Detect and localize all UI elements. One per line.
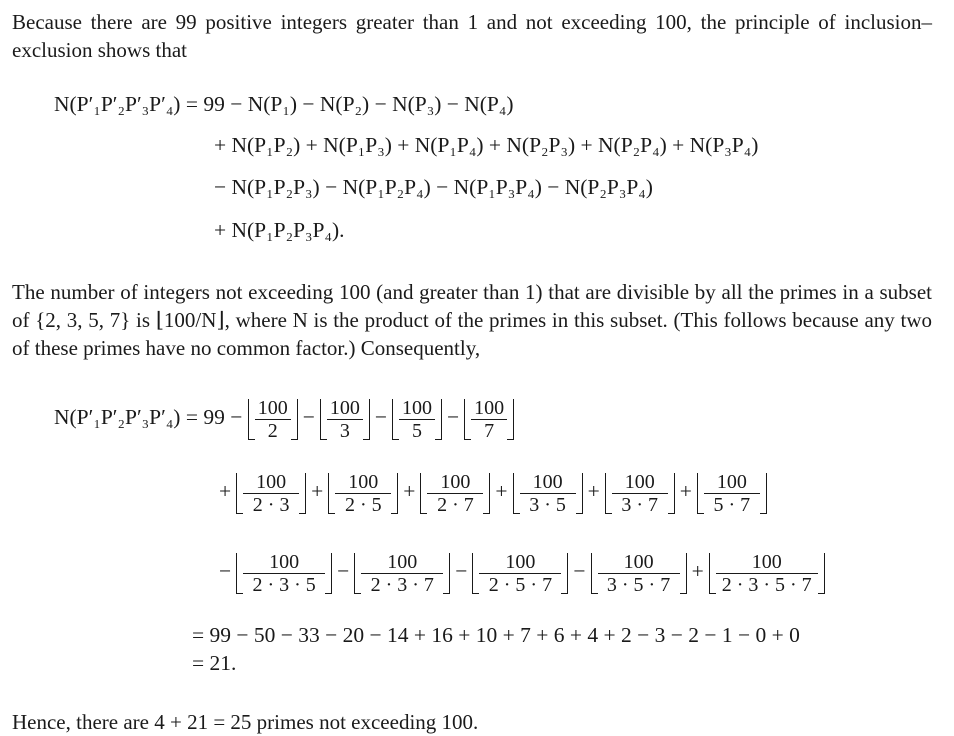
operator: + bbox=[691, 559, 704, 583]
floor-fraction bbox=[328, 472, 398, 515]
fraction-denominator: 2 · 3 · 5 · 7 bbox=[716, 573, 818, 595]
floor-bracket-right bbox=[561, 553, 568, 594]
floor-bracket-right bbox=[325, 553, 332, 594]
floor-bracket-left bbox=[591, 553, 598, 594]
floor-bracket-right bbox=[576, 473, 583, 514]
floor-bracket-left bbox=[354, 553, 361, 594]
operator: + bbox=[403, 479, 416, 503]
floor-fraction bbox=[236, 472, 306, 515]
floor-bracket-right bbox=[760, 473, 767, 514]
equation-1-line-1: N(P′₁P′₂P′₃P′₄) = 99 − N(P₁) − N(P₂) − N(P₃) − N(P₄) bbox=[54, 92, 514, 116]
floor-bracket-left bbox=[513, 473, 520, 514]
equation-2-line-2 bbox=[214, 468, 767, 515]
operator: − bbox=[573, 559, 586, 583]
floor-fraction bbox=[709, 552, 825, 595]
fraction-numerator: 100 bbox=[751, 550, 782, 573]
floor-fraction bbox=[697, 472, 767, 515]
fraction-denominator: 2 · 7 bbox=[427, 493, 483, 515]
floor-fraction bbox=[236, 552, 332, 595]
fraction-numerator: 100 bbox=[440, 470, 471, 493]
floor-fraction bbox=[472, 552, 568, 595]
floor-bracket-right bbox=[363, 399, 370, 440]
floor-bracket-left bbox=[472, 553, 479, 594]
fraction-numerator: 100 bbox=[474, 396, 505, 419]
floor-bracket-right bbox=[443, 553, 450, 594]
fraction-denominator: 3 · 5 bbox=[520, 493, 576, 515]
fraction-denominator: 2 · 3 · 7 bbox=[361, 573, 443, 595]
operator: − bbox=[337, 559, 350, 583]
floor-bracket-left bbox=[709, 553, 716, 594]
fraction-numerator: 100 bbox=[257, 396, 288, 419]
floor-bracket-left bbox=[605, 473, 612, 514]
fraction-numerator: 100 bbox=[348, 470, 379, 493]
floor-bracket-left bbox=[236, 473, 243, 514]
operator: + bbox=[679, 479, 692, 503]
floor-fraction bbox=[464, 398, 514, 441]
equation-2-result-line-2: = 21. bbox=[192, 651, 237, 675]
operator: + bbox=[219, 479, 232, 503]
fraction-numerator: 100 bbox=[269, 550, 300, 573]
floor-bracket-right bbox=[818, 553, 825, 594]
operator: − bbox=[455, 559, 468, 583]
equation-1-line-2: + N(P₁P₂) + N(P₁P₃) + N(P₁P₄) + N(P₂P₃) + N(P₂P₄) + N(P₃P₄) bbox=[214, 133, 759, 157]
operator: − bbox=[219, 559, 232, 583]
floor-fraction bbox=[354, 552, 450, 595]
fraction-denominator: 2 · 5 · 7 bbox=[479, 573, 561, 595]
equation-2-result-line-1: = 99 − 50 − 33 − 20 − 14 + 16 + 10 + 7 + 6 + 4 + 2 − 3 − 2 − 1 − 0 + 0 bbox=[192, 623, 800, 647]
operator: − bbox=[374, 405, 388, 429]
floor-bracket-left bbox=[464, 399, 471, 440]
middle-paragraph: The number of integers not exceeding 100 (and greater than 1) that are divisible by all the primes in a subset of {2, 3, 5, 7} is ⌊100/N⌋, where N is the product of the primes in this subset. (This follows because any two of these primes have no common factor.) Consequently, bbox=[12, 280, 932, 360]
equation-1-line-4: + N(P₁P₂P₃P₄). bbox=[214, 218, 345, 242]
floor-bracket-right bbox=[299, 473, 306, 514]
operator: + bbox=[311, 479, 324, 503]
fraction-denominator: 2 · 3 bbox=[243, 493, 299, 515]
fraction-numerator: 100 bbox=[624, 470, 655, 493]
fraction-denominator: 5 · 7 bbox=[704, 493, 760, 515]
floor-fraction bbox=[248, 398, 298, 441]
equation-1-line-3: − N(P₁P₂P₃) − N(P₁P₂P₄) − N(P₁P₃P₄) − N(P₂P₃P₄) bbox=[214, 175, 653, 199]
operator: + bbox=[495, 479, 508, 503]
operator: − bbox=[447, 405, 460, 429]
floor-fraction bbox=[591, 552, 687, 595]
fraction-numerator: 100 bbox=[256, 470, 287, 493]
floor-bracket-left bbox=[320, 399, 327, 440]
operator: + bbox=[587, 479, 600, 503]
floor-bracket-left bbox=[392, 399, 399, 440]
fraction-numerator: 100 bbox=[329, 396, 360, 419]
floor-bracket-right bbox=[391, 473, 398, 514]
floor-fraction bbox=[513, 472, 583, 515]
fraction-denominator: 3 bbox=[327, 419, 363, 441]
floor-bracket-right bbox=[291, 399, 298, 440]
fraction-denominator: 7 bbox=[471, 419, 507, 441]
floor-bracket-left bbox=[328, 473, 335, 514]
fraction-numerator: 100 bbox=[505, 550, 536, 573]
fraction-denominator: 3 · 5 · 7 bbox=[598, 573, 680, 595]
floor-fraction bbox=[320, 398, 370, 441]
fraction-numerator: 100 bbox=[623, 550, 654, 573]
fraction-denominator: 2 · 5 bbox=[335, 493, 391, 515]
floor-bracket-right bbox=[483, 473, 490, 514]
floor-fraction bbox=[392, 398, 442, 441]
floor-bracket-left bbox=[420, 473, 427, 514]
floor-bracket-left bbox=[697, 473, 704, 514]
fraction-numerator: 100 bbox=[387, 550, 418, 573]
operator: − bbox=[302, 405, 315, 429]
equation-2-lhs: N(P′₁P′₂P′₃P′₄) = 99 − bbox=[54, 405, 243, 429]
floor-bracket-right bbox=[680, 553, 687, 594]
fraction-denominator: 2 bbox=[255, 419, 291, 441]
fraction-denominator: 5 bbox=[399, 419, 435, 441]
floor-row-singles bbox=[248, 396, 514, 442]
fraction-numerator: 100 bbox=[716, 470, 747, 493]
equation-2-line-1 bbox=[54, 394, 514, 441]
fraction-denominator: 2 · 3 · 5 bbox=[243, 573, 325, 595]
floor-bracket-right bbox=[668, 473, 675, 514]
floor-bracket-right bbox=[507, 399, 514, 440]
floor-bracket-left bbox=[236, 553, 243, 594]
floor-bracket-right bbox=[435, 399, 442, 440]
floor-fraction bbox=[605, 472, 675, 515]
conclusion-paragraph: Hence, there are 4 + 21 = 25 primes not exceeding 100. bbox=[12, 710, 479, 734]
equation-2-line-3 bbox=[214, 548, 825, 595]
floor-fraction bbox=[420, 472, 490, 515]
floor-bracket-left bbox=[248, 399, 255, 440]
intro-paragraph: Because there are 99 positive integers greater than 1 and not exceeding 100, the principle of inclusion–exclusion shows that bbox=[12, 10, 932, 62]
fraction-numerator: 100 bbox=[402, 396, 433, 419]
fraction-denominator: 3 · 7 bbox=[612, 493, 668, 515]
fraction-numerator: 100 bbox=[532, 470, 563, 493]
